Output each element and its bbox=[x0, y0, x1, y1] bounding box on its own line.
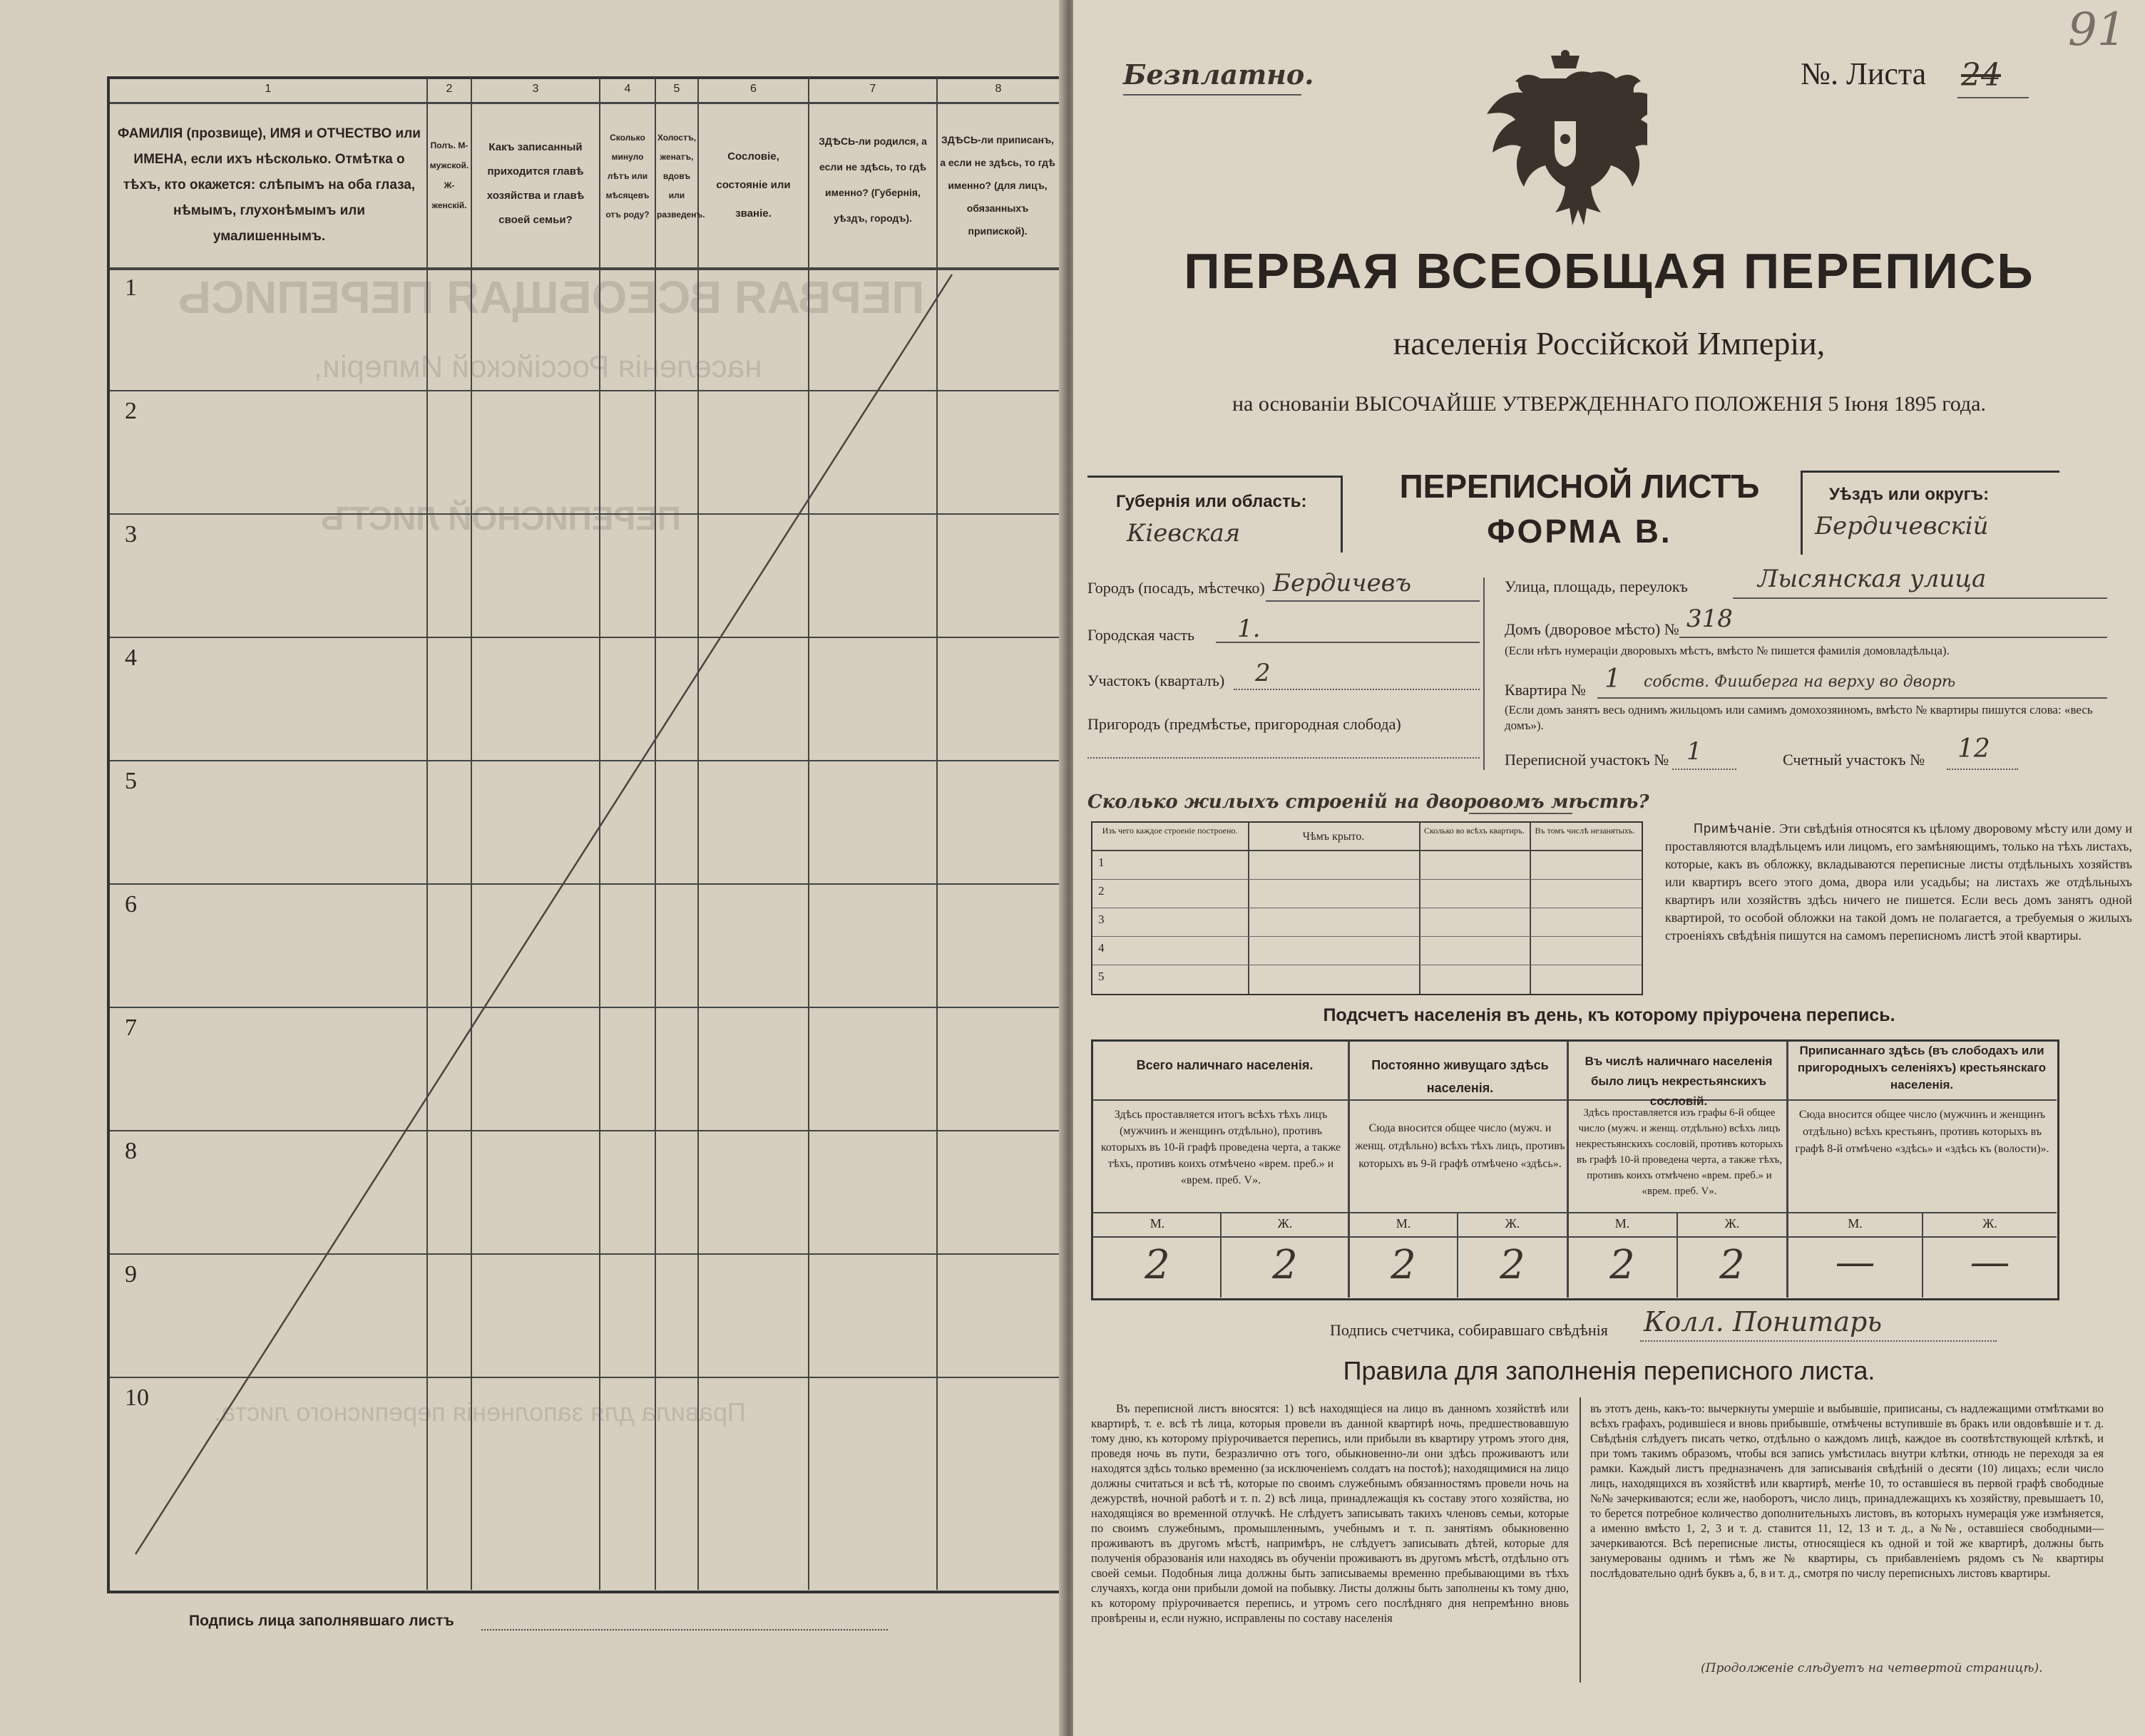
buildings-header-apartments: Сколько во всѣхъ квартиръ. bbox=[1424, 826, 1525, 836]
buildings-row-number: 2 bbox=[1098, 884, 1105, 898]
free-label: Безплатно. bbox=[1123, 58, 1314, 91]
form-subtitle: ФОРМА В. bbox=[1487, 513, 1672, 550]
col6-header: Сословіе, состояніе или званіе. bbox=[716, 150, 791, 220]
buildings-row-number: 5 bbox=[1098, 970, 1105, 983]
m-label: М. bbox=[1614, 1216, 1630, 1231]
col8-header: ЗДѢСЬ-ли приписанъ, а если не здѣсь, то гдѣ именно? (для лицъ, обязанныхъ припиской). bbox=[940, 134, 1055, 237]
count-head-permanent: Постоянно живущаго здѣсь населенія. bbox=[1371, 1058, 1549, 1095]
row-number: 7 bbox=[125, 1015, 137, 1041]
row-number: 4 bbox=[125, 644, 137, 671]
right-page bbox=[1073, 0, 2145, 1736]
rules-title: Правила для заполненія переписного листа. bbox=[1343, 1356, 1875, 1385]
count-desc-permanent: Сюда вносится общее число (мужч. и женщ. отдѣльно) всѣхъ тѣхъ лицъ, противъ которыхъ въ 9-й графѣ отмѣчено «здѣсь». bbox=[1355, 1122, 1565, 1170]
row-number: 3 bbox=[125, 521, 137, 548]
count-total-m: 2 bbox=[1145, 1242, 1170, 1288]
city-part-label: Городская часть bbox=[1087, 626, 1195, 644]
count-head-total: Всего наличнаго населенія. bbox=[1136, 1058, 1314, 1072]
street-label: Улица, площадь, переулокъ bbox=[1505, 577, 1688, 595]
house-note: (Если нѣтъ нумераціи дворовыхъ мѣстъ, вмѣсто № пишется фамилія домовладѣльца). bbox=[1505, 644, 1950, 657]
census-precinct-value: 1 bbox=[1686, 737, 1702, 766]
row-number: 6 bbox=[125, 891, 137, 918]
precinct-label: Участокъ (кварталъ) bbox=[1087, 672, 1225, 689]
col-num-3: 3 bbox=[532, 83, 539, 95]
bleed-through-subtitle: населенія Россійской Имперіи, bbox=[314, 349, 762, 384]
census-subtitle: населенія Россійской Имперіи, bbox=[1393, 325, 1826, 361]
gubernia-value: Кіевская bbox=[1127, 519, 1241, 548]
col2-header: Полъ. М-мужской. Ж-женскій. bbox=[429, 140, 469, 210]
buildings-question: Сколько жилыхъ строеній на дворовомъ мѣстѣ? bbox=[1087, 791, 1649, 813]
bleed-through-form: ПЕРЕПИСНОЙ ЛИСТЪ bbox=[321, 500, 681, 537]
count-title: Подсчетъ населенія въ день, къ которому пріурочена перепись. bbox=[1323, 1005, 1895, 1025]
col5-header: Холостъ, женатъ, вдовъ или разведенъ. bbox=[657, 133, 705, 220]
col-num-5: 5 bbox=[673, 83, 680, 95]
signature-label: Подпись лица заполнявшаго листъ bbox=[189, 1613, 454, 1629]
house-label: Домъ (дворовое мѣсто) № bbox=[1505, 620, 1679, 638]
city-label: Городъ (посадъ, мѣстечко) bbox=[1087, 579, 1265, 597]
left-page bbox=[0, 0, 1066, 1736]
rules-continued: (Продолженіе слѣдуетъ на четвертой страницѣ). bbox=[1701, 1661, 2043, 1675]
count-desc-total: Здѣсь проставляется итогъ всѣхъ тѣхъ лицъ (мужчинъ и женщинъ отдѣльно), противъ которыхъ въ 10-й графѣ проведена черта, а также тѣхъ, противъ коихъ отмѣчено «врем. преб.» и «врем. преб. V». bbox=[1100, 1109, 1341, 1186]
row-number: 9 bbox=[125, 1261, 137, 1288]
row-number: 10 bbox=[125, 1385, 149, 1411]
row-number: 8 bbox=[125, 1138, 137, 1164]
bleed-through-rules: Правила для заполненія переписного листа. bbox=[214, 1397, 746, 1427]
buildings-row-number: 1 bbox=[1098, 856, 1105, 869]
buildings-row-number: 3 bbox=[1098, 913, 1105, 926]
col-num-8: 8 bbox=[995, 83, 1002, 95]
row-number: 2 bbox=[125, 398, 137, 424]
buildings-row-number: 4 bbox=[1098, 941, 1105, 955]
count-nonpeasant-f: 2 bbox=[1719, 1242, 1745, 1288]
row-number: 1 bbox=[125, 274, 137, 301]
col-num-6: 6 bbox=[750, 83, 757, 95]
census-basis: на основаніи ВЫСОЧАЙШЕ УТВЕРЖДЕННАГО ПОЛОЖЕНІЯ 5 Іюня 1895 года. bbox=[1232, 392, 1986, 416]
buildings-header-roof: Чѣмъ крыто. bbox=[1302, 831, 1365, 843]
apartment-value: 1 bbox=[1604, 664, 1621, 694]
count-precinct-value: 12 bbox=[1957, 734, 1990, 764]
col-num-7: 7 bbox=[869, 83, 876, 95]
m-label: М. bbox=[1396, 1216, 1411, 1231]
archive-page-number: 91 bbox=[2068, 4, 2126, 56]
count-precinct-label: Счетный участокъ № bbox=[1783, 751, 1925, 769]
f-label: Ж. bbox=[1505, 1216, 1520, 1231]
uezd-value: Бердичевскій bbox=[1815, 512, 1989, 540]
census-title: ПЕРВАЯ ВСЕОБЩАЯ ПЕРЕПИСЬ bbox=[1184, 243, 2034, 299]
apartment-extra: собств. Фишберга на верху во дворѣ bbox=[1644, 673, 1956, 691]
count-head-peasant: Приписаннаго здѣсь (въ слободахъ или пригородныхъ селеніяхъ) крестьянскаго населенія. bbox=[1797, 1044, 2047, 1092]
count-head-nonpeasant: Въ числѣ наличнаго населенія было лицъ некрестьянскихъ сословій. bbox=[1585, 1054, 1773, 1108]
bleed-through-title: ПЕРВАЯ ВСЕОБЩАЯ ПЕРЕПИСЬ bbox=[178, 272, 925, 323]
count-total-f: 2 bbox=[1272, 1242, 1298, 1288]
diagonal-cancel-line bbox=[107, 271, 1063, 1590]
col-num-2: 2 bbox=[446, 83, 453, 95]
col-num-1: 1 bbox=[265, 83, 272, 95]
city-part-value: 1. bbox=[1237, 615, 1261, 643]
f-label: Ж. bbox=[1982, 1216, 1997, 1231]
row-number: 5 bbox=[125, 768, 137, 794]
buildings-header-material: Изъ чего каждое строеніе построено. bbox=[1102, 826, 1238, 836]
form-title: ПЕРЕПИСНОЙ ЛИСТЪ bbox=[1399, 468, 1760, 505]
free-underline bbox=[1123, 94, 1301, 96]
city-value: Бердичевъ bbox=[1273, 569, 1412, 597]
note-title: Примѣчаніе. bbox=[1694, 821, 1776, 836]
rules-right-column: въ этотъ день, какъ-то: вычеркнуты умершіе и выбывшіе, приписаны, съ надлежащими отмѣтками во всѣхъ графахъ, родившіеся и вновь прибывшіе, отмѣчены вступившіе въ бракъ или овдовѣвшіе и т. д. Свѣдѣнія слѣдуетъ писать четко, отдѣльно о каждомъ лицѣ, каждое въ соотвѣтствующей клѣткѣ, и при томъ такимъ образомъ, чтобы вся запись умѣстилась внутри клѣтки, отнюдь не переходя за ея рамки. Каждый листъ предназначенъ для записыванія свѣдѣній о десяти (10) лицахъ; если число лицъ, находящихся въ хозяйствѣ или квартирѣ, менѣе 10, то оставшіеся въ первой графѣ свободные №№ зачеркиваются; если же, наоборотъ, число лицъ, принадлежащихъ къ хозяйству, превышаетъ 10, то берется потребное количество дополнительныхъ листовъ, въ которыхъ нумерація уже измѣняется, а именно вмѣсто 1, 2, 3 и т. д. ставится 11, 12, 13 и т. д., а №№, оставшіеся свободными—зачеркиваются. Всѣ переписные листы, относящіеся къ одной и той же квартирѣ, должны быть занумерованы однимъ и тѣмъ же № квартиры, съ прибавленіемъ рядомъ съ № квартиры послѣдовательно однѣ буквъ а, б, в и т. д., смотря по числу переписныхъ листовъ квартиры. bbox=[1590, 1402, 2104, 1580]
enumerator-label: Подпись счетчика, собиравшаго свѣдѣнія bbox=[1330, 1321, 1608, 1339]
count-peasant-m: — bbox=[1835, 1239, 1875, 1285]
imperial-eagle-icon bbox=[1483, 50, 1647, 235]
m-label: М. bbox=[1150, 1216, 1165, 1231]
col-num-4: 4 bbox=[624, 83, 631, 95]
f-label: Ж. bbox=[1724, 1216, 1740, 1231]
f-label: Ж. bbox=[1277, 1216, 1293, 1231]
col3-header: Какъ записанный приходится главѣ хозяйства и главѣ своей семьи? bbox=[486, 141, 585, 226]
precinct-value: 2 bbox=[1255, 659, 1271, 687]
count-desc-peasant: Сюда вносится общее число (мужчинъ и женщинъ отдѣльно) всѣхъ крестьянъ, противъ которыхъ въ графѣ 8-й отмѣчено «здѣсь» и «здѣсь къ (волости)». bbox=[1795, 1109, 2049, 1155]
count-permanent-m: 2 bbox=[1391, 1242, 1416, 1288]
buildings-table bbox=[1091, 821, 1643, 995]
m-label: М. bbox=[1848, 1216, 1863, 1231]
apartment-note: (Если домъ занятъ весь однимъ жильцомъ или самимъ домохозяиномъ, вмѣсто № квартиры пишутся слова: «весь домъ»). bbox=[1505, 703, 2093, 732]
sheet-number: 24 bbox=[1961, 57, 2001, 93]
note-text: Эти свѣдѣнія относятся къ цѣлому дворовому мѣсту или дому и проставляются владѣльцемъ или лицомъ, его замѣняющимъ, только на тѣхъ листахъ, которые, какъ въ обложку, вкладываются переписные листы отдѣльныхъ хозяйствъ или квартиръ всего этого дома, двора или усадьбы; на листахъ же отдѣльныхъ квартиръ или хозяйствъ здѣсь ничего не пишется. Если весь домъ занятъ одной квартирой, то особой обложки на такой домъ не полагается, а требуемыя о жилыхъ строеніяхъ свѣдѣнія пишутся на самомъ переписномъ листѣ этой квартиры. bbox=[1665, 821, 2133, 943]
col7-header: ЗДѢСЬ-ли родился, а если не здѣсь, то гдѣ именно? (Губернія, уѣздъ, городъ). bbox=[819, 135, 927, 224]
house-value: 318 bbox=[1686, 605, 1733, 633]
uezd-label: Уѣздъ или округъ: bbox=[1829, 485, 1990, 504]
col1-header: ФАМИЛІЯ (прозвище), ИМЯ и ОТЧЕСТВО или ИМЕНА, если ихъ нѣсколько. Отмѣтка о тѣхъ, кто окажется: слѣпымъ на оба глаза, нѣмымъ, глухонѣмымъ или умалишеннымъ. bbox=[118, 126, 421, 244]
enumerator-signature: Колл. Понитарь bbox=[1644, 1306, 1883, 1337]
count-nonpeasant-m: 2 bbox=[1609, 1242, 1635, 1288]
census-precinct-label: Переписной участокъ № bbox=[1505, 751, 1669, 769]
buildings-header-vacant: Въ томъ числѣ незанятыхъ. bbox=[1535, 826, 1635, 836]
count-peasant-f: — bbox=[1970, 1239, 2010, 1285]
street-value: Лысянская улица bbox=[1758, 565, 1987, 593]
gubernia-label: Губернія или область: bbox=[1116, 492, 1307, 511]
apartment-label: Квартира № bbox=[1505, 681, 1586, 699]
count-permanent-f: 2 bbox=[1500, 1242, 1525, 1288]
suburb-label: Пригородъ (предмѣстье, пригородная слобода) bbox=[1087, 715, 1401, 733]
signature-line bbox=[481, 1629, 888, 1630]
buildings-note bbox=[1665, 820, 2132, 945]
count-desc-nonpeasant: Здѣсь проставляется изъ графы 6-й общее число (мужч. и женщ. отдѣльно) всѣхъ лицъ некрестьянскихъ сословій, противъ которыхъ въ графѣ 10-й проведена черта, а также тѣхъ, противъ коихъ отмѣчено «врем. преб.» и «врем. преб. V». bbox=[1575, 1107, 1783, 1197]
sheet-underline bbox=[1957, 97, 2029, 98]
col4-header: Сколько минуло лѣтъ или мѣсяцевъ отъ роду? bbox=[605, 133, 650, 220]
rules-left-column: Въ переписной листъ вносятся: 1) всѣ находящіеся на лицо въ данномъ хозяйствѣ или квартирѣ, т. е. всѣ тѣ лица, которыя провели въ данной квартирѣ ночь, предшествовавшую тому дню, къ которому пріурочивается перепись, или прибыли въ квартиру утромъ этого дня, проведя ночь въ пути, безразлично отъ того, обыкновенно-ли они здѣсь проживаютъ или находятся здѣсь только временно (за исключеніемъ солдатъ на постоѣ); находящимися на лицо должны считаться и всѣ тѣ, которые по своимъ служебнымъ обязанностямъ провели ночь на дежурствѣ, ночной работѣ и т. п. 2) всѣ лица, принадлежащія къ составу этого хозяйства, но находящіяся во временной отлучкѣ. Не слѣдуетъ записывать такихъ членовъ семьи, которые по своимъ служебнымъ, промышленнымъ, учебнымъ и т. п. занятіямъ обыкновенно проживаютъ въ другомъ мѣстѣ, напримѣръ, не слѣдуетъ записывать дѣтей, которые для полученія образованія или находясь въ обученіи проживаютъ въ другомъ мѣстѣ, отдѣльно отъ своей семьи. Подобныя лица должны быть записываемы временно пребывающими въ тѣхъ случаяхъ, когда они прибыли домой на побывку. Листы должны быть заполнены къ тому дню, къ которому пріурочивается перепись, и утромъ сего послѣдняго дня непремѣнно вновь провѣрены и, если нужно, исправлены по составу населенія bbox=[1091, 1402, 1569, 1625]
sheet-label: №. Листа bbox=[1801, 56, 1927, 91]
